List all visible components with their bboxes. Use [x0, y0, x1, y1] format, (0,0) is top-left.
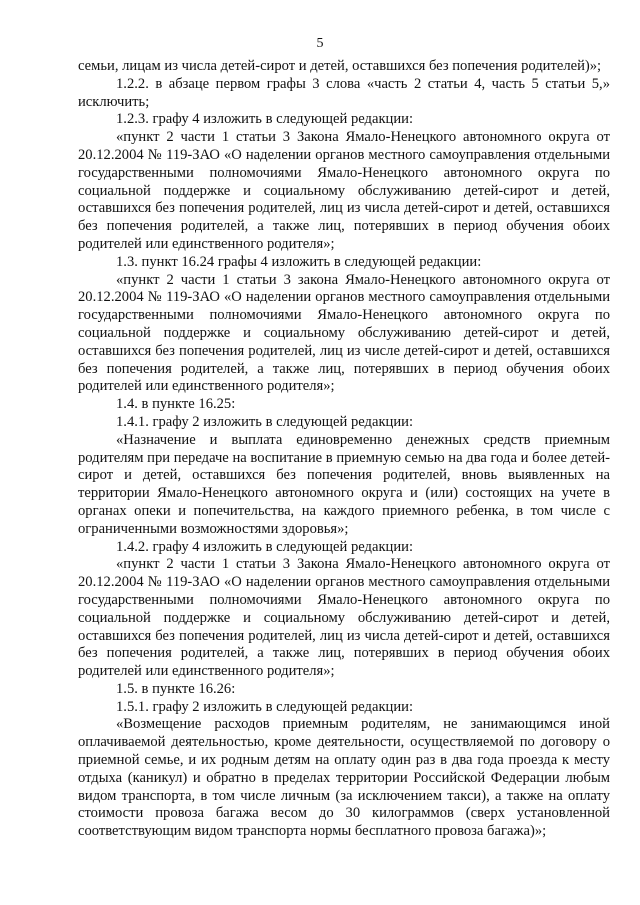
- paragraph-continuation: семьи, лицам из числа детей-сирот и детей, оставшихся без попечения родителей)»;: [78, 58, 602, 74]
- paragraph-quote-2: «пункт 2 части 1 статьи 3 закона Ямало-Ненецкого автономного округа от 20.12.2004 № 119-ЗАО «О наделении органов местного самоуправления отдельными государственными полномочиями Ямало-Ненецкого автономного округа по социальной поддержке и социальному обслуживанию детей-сирот и детей, оставшихся без попечения родителей, лиц из числе детей-сирот и детей, оставшихся без попечения родителей, а также лиц, потерявших в период обучения обоих родителей или единственного родителя»;: [78, 271, 610, 395]
- paragraph-1-5-1: 1.5.1. графу 2 изложить в следующей редакции:: [116, 698, 414, 715]
- paragraph-1-3: 1.3. пункт 16.24 графы 4 изложить в следующей редакции:: [116, 253, 482, 270]
- page-number: 5: [316, 36, 324, 51]
- paragraph-quote-5: «Возмещение расходов приемным родителям, не занимающимся иной оплачиваемой деятельностью, кроме деятельности, осуществляемой по договору о приемной семье, и их родным детям на оплату один раз в два года проезда к месту отдыха (каникул) и обратно в пределах территории Российской Федерации любым видом транспорта, в том числе личным (за исключением такси), а также на оплату стоимости провоза багажа весом до 30 килограммов (сверх установленной соответствующим видом транспорта нормы бесплатного провоза багажа)»;: [78, 716, 610, 840]
- document-body: [78, 58, 610, 841]
- paragraph-1-4: 1.4. в пункте 16.25:: [116, 396, 236, 413]
- paragraph-1-5: 1.5. в пункте 16.26:: [116, 680, 236, 697]
- paragraph-1-4-2: 1.4.2. графу 4 изложить в следующей редакции:: [116, 538, 414, 555]
- paragraph-quote-3: «Назначение и выплата единовременно денежных средств приемным родителям при передаче на воспитание в приемную семью на два года и более детей-сирот и детей, оставшихся без попечения родителей, вновь выявленных на территории Ямало-Ненецкого автономного округа и (или) состоящих на учете в органах опеки и попечительства, на каждого приемного ребенка, в том числе с ограниченными возможностями здоровья»;: [78, 431, 610, 537]
- paragraph-quote-1: «пункт 2 части 1 статьи 3 Закона Ямало-Ненецкого автономного округа от 20.12.2004 № 119-ЗАО «О наделении органов местного самоуправления отдельными государственными полномочиями Ямало-Ненецкого автономного округа по социальной поддержке и социальному обслуживанию детей-сирот и детей, оставшихся без попечения родителей, лиц из числа детей-сирот и детей, оставшихся без попечения родителей, а также лиц, потерявших в период обучения обоих родителей или единственного родителя»;: [78, 129, 610, 252]
- paragraph-1-4-1: 1.4.1. графу 2 изложить в следующей редакции:: [116, 413, 414, 430]
- paragraph-1-2-2: 1.2.2. в абзаце первом графы 3 слова «часть 2 статьи 4, часть 5 статьи 5,» исключить;: [78, 75, 610, 110]
- paragraph-quote-4: «пункт 2 части 1 статьи 3 Закона Ямало-Ненецкого автономного округа от 20.12.2004 № 119-ЗАО «О наделении органов местного самоуправления отдельными государственными полномочиями Ямало-Ненецкого автономного округа по социальной поддержке и социальному обслуживанию детей-сирот и детей, оставшихся без попечения родителей, лиц из числа детей-сирот и детей, оставшихся без попечения родителей, а также лиц, потерявших в период обучения обоих родителей или единственного родителя»;: [78, 556, 610, 680]
- paragraph-1-2-3: 1.2.3. графу 4 изложить в следующей редакции:: [116, 111, 414, 128]
